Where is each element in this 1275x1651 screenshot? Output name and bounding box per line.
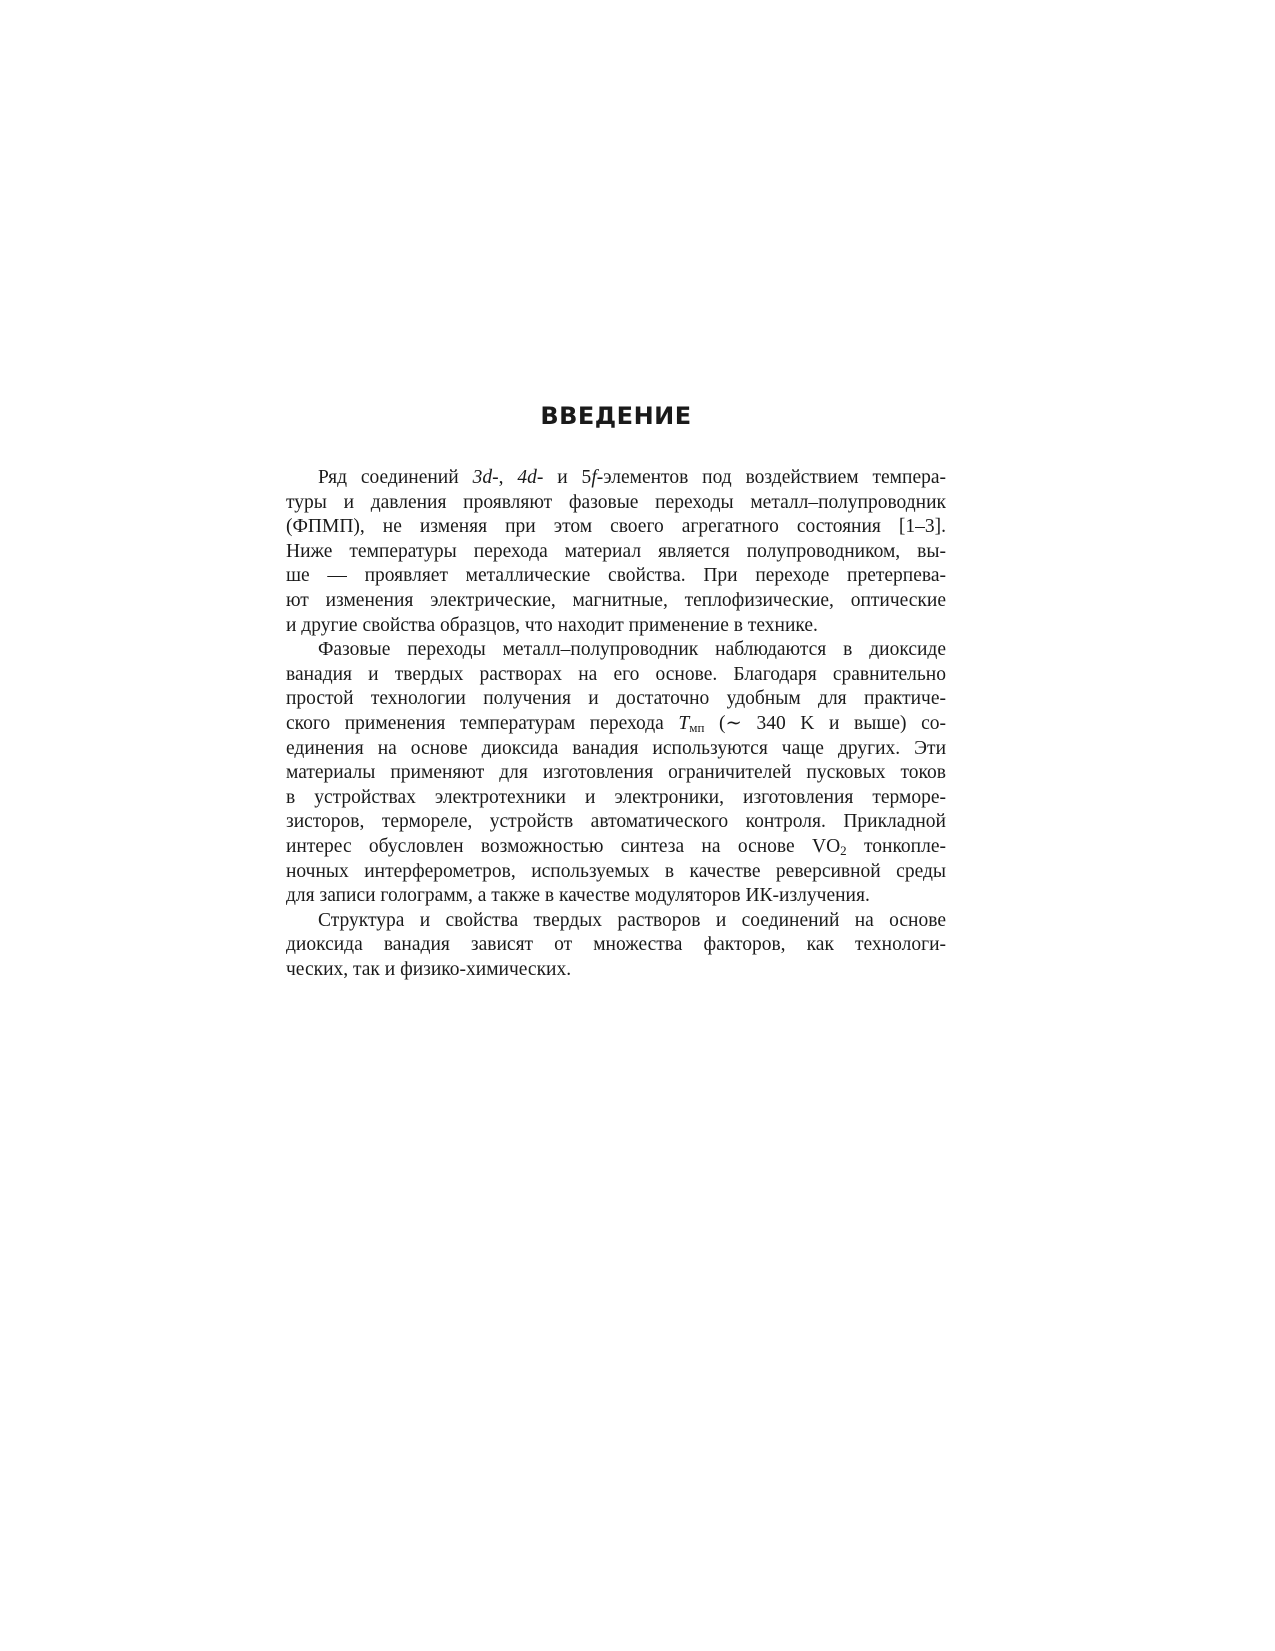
text-run: -, bbox=[492, 467, 518, 488]
text-line bbox=[286, 884, 946, 909]
text-run: Ряд соединений bbox=[318, 467, 473, 488]
text-run: - и 5 bbox=[536, 467, 592, 488]
text-line bbox=[286, 564, 946, 589]
text-line bbox=[286, 466, 946, 491]
text-run: мп bbox=[689, 719, 705, 735]
text-line bbox=[286, 909, 946, 934]
paragraph bbox=[286, 638, 946, 909]
text-run: (∼ 340 K и выше) со- bbox=[704, 712, 946, 734]
text-line bbox=[286, 687, 946, 712]
text-run: единения на основе диоксида ванадия используются чаще других. Эти bbox=[286, 737, 946, 759]
text-line bbox=[286, 786, 946, 811]
text-run: -элементов под воздействием темпера- bbox=[596, 467, 947, 488]
text-run: и другие свойства образцов, что находит применение в технике. bbox=[286, 614, 818, 636]
paragraph bbox=[286, 466, 946, 638]
text-run: Ниже температуры перехода материал является полупроводником, вы- bbox=[286, 540, 946, 562]
paragraph bbox=[286, 909, 946, 983]
text-line bbox=[286, 663, 946, 688]
text-line bbox=[286, 860, 946, 885]
text-run: ского применения температурам перехода bbox=[286, 712, 679, 734]
text-run: зисторов, термореле, устройств автоматического контроля. Прикладной bbox=[286, 811, 946, 833]
text-line bbox=[286, 614, 946, 639]
text-run: 4d bbox=[517, 467, 537, 488]
text-run: в устройствах электротехники и электроники, изготовления терморе- bbox=[286, 786, 946, 808]
text-line bbox=[286, 761, 946, 786]
text-line bbox=[286, 515, 946, 540]
text-run: интерес обусловлен возможностью синтеза на основе VO bbox=[286, 835, 841, 857]
text-run: f bbox=[591, 467, 597, 488]
text-line bbox=[286, 540, 946, 565]
text-run: (ФПМП), не изменяя при этом своего агрегатного состояния [1–3]. bbox=[286, 516, 946, 538]
text-run: для записи голограмм, а также в качестве модуляторов ИК-излучения. bbox=[286, 885, 870, 907]
text-line bbox=[286, 835, 946, 860]
text-run: ночных интерферометров, используемых в качестве реверсивной среды bbox=[286, 860, 946, 882]
text-run: T bbox=[678, 712, 690, 734]
text-line bbox=[286, 810, 946, 835]
text-run: ванадия и твердых растворах на его основе. Благодаря сравнительно bbox=[286, 663, 946, 685]
text-run: тонкопле- bbox=[846, 835, 946, 857]
page-title: ВВЕДЕНИЕ bbox=[540, 402, 692, 430]
text-run: простой технологии получения и достаточно удобным для практиче- bbox=[286, 688, 946, 710]
body-text bbox=[286, 466, 946, 982]
text-run: диоксида ванадия зависят от множества факторов, как технологи- bbox=[286, 934, 946, 956]
text-run: Фазовые переходы металл–полупроводник наблюдаются в диоксиде bbox=[318, 639, 946, 661]
text-line bbox=[286, 933, 946, 958]
text-line bbox=[286, 638, 946, 663]
text-run: материалы применяют для изготовления ограничителей пусковых токов bbox=[286, 762, 946, 784]
text-run: 3d bbox=[472, 467, 493, 488]
text-run: ше — проявляет металлические свойства. При переходе претерпева- bbox=[286, 565, 946, 587]
text-run: туры и давления проявляют фазовые переходы металл–полупроводник bbox=[286, 491, 946, 513]
text-line bbox=[286, 737, 946, 762]
text-line bbox=[286, 491, 946, 516]
text-run: Структура и свойства твердых растворов и соединений на основе bbox=[318, 909, 946, 931]
text-run: ют изменения электрические, магнитные, теплофизические, оптические bbox=[286, 589, 946, 611]
text-line bbox=[286, 589, 946, 614]
text-line bbox=[286, 712, 946, 737]
text-run: 2 bbox=[840, 842, 847, 858]
text-run: ческих, так и физико-химических. bbox=[286, 958, 572, 980]
text-line bbox=[286, 958, 946, 983]
